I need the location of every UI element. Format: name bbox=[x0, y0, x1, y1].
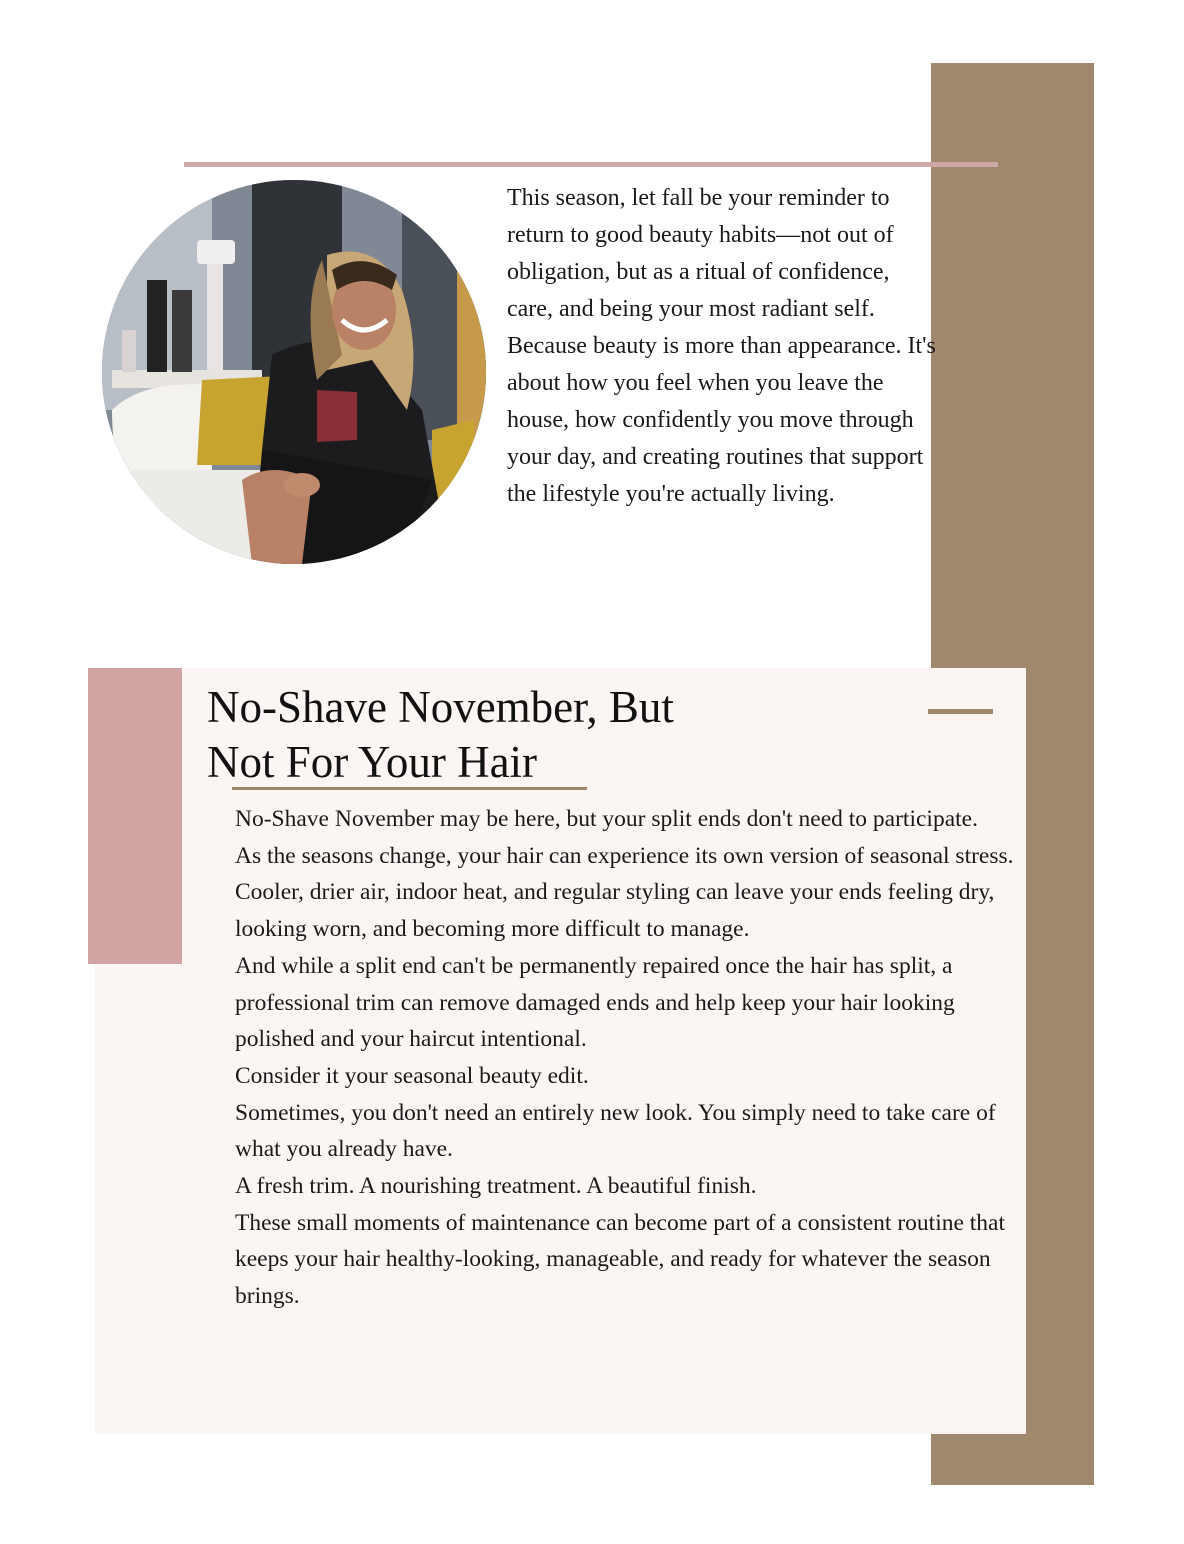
body-paragraph-3: And while a split end can't be permanently repaired once the hair has split, a professional trim can remove damaged ends and help keep your hair looking polished and your haircut intentional. bbox=[235, 952, 955, 1053]
body-paragraph-1: No-Shave November may be here, but your split ends don't need to participate. bbox=[235, 806, 978, 832]
intro-text bbox=[507, 180, 937, 513]
heading-underline bbox=[232, 787, 587, 790]
body-paragraph-5: Sometimes, you don't need an entirely new look. You simply need to take care of what you already have. bbox=[235, 1099, 996, 1163]
body-paragraph-7: These small moments of maintenance can become part of a consistent routine that keeps your hair healthy-looking, manageable, and ready for whatever the season brings. bbox=[235, 1209, 1006, 1310]
body-paragraph-6: A fresh trim. A nourishing treatment. A beautiful finish. bbox=[235, 1173, 757, 1200]
accent-dash bbox=[928, 709, 993, 714]
article-heading bbox=[207, 680, 767, 790]
portrait-photo bbox=[102, 180, 486, 564]
body-paragraph-4: Consider it your seasonal beauty edit. bbox=[235, 1062, 589, 1089]
top-divider-rule bbox=[184, 162, 998, 167]
rose-accent-block bbox=[88, 668, 182, 964]
article-heading-line-1: No-Shave November, But bbox=[207, 682, 674, 732]
article-heading-line-2: Not For Your Hair bbox=[207, 737, 538, 787]
portrait-illustration bbox=[102, 180, 486, 564]
body-paragraph-2: As the seasons change, your hair can experience its own version of seasonal stress. Cooler, drier air, indoor heat, and regular styling can leave your ends feeling dry, looking worn, and becoming more difficult to manage. bbox=[235, 842, 1014, 943]
article-body bbox=[235, 801, 1017, 1315]
intro-paragraph-2: Because beauty is more than appearance. It's about how you feel when you leave the house, how confidently you move through your day, and creating routines that support the lifestyle you're actually living. bbox=[507, 333, 936, 507]
intro-paragraph-1: This season, let fall be your reminder to return to good beauty habits—not out of obligation, but as a ritual of confidence, care, and being your most radiant self. bbox=[507, 185, 894, 322]
